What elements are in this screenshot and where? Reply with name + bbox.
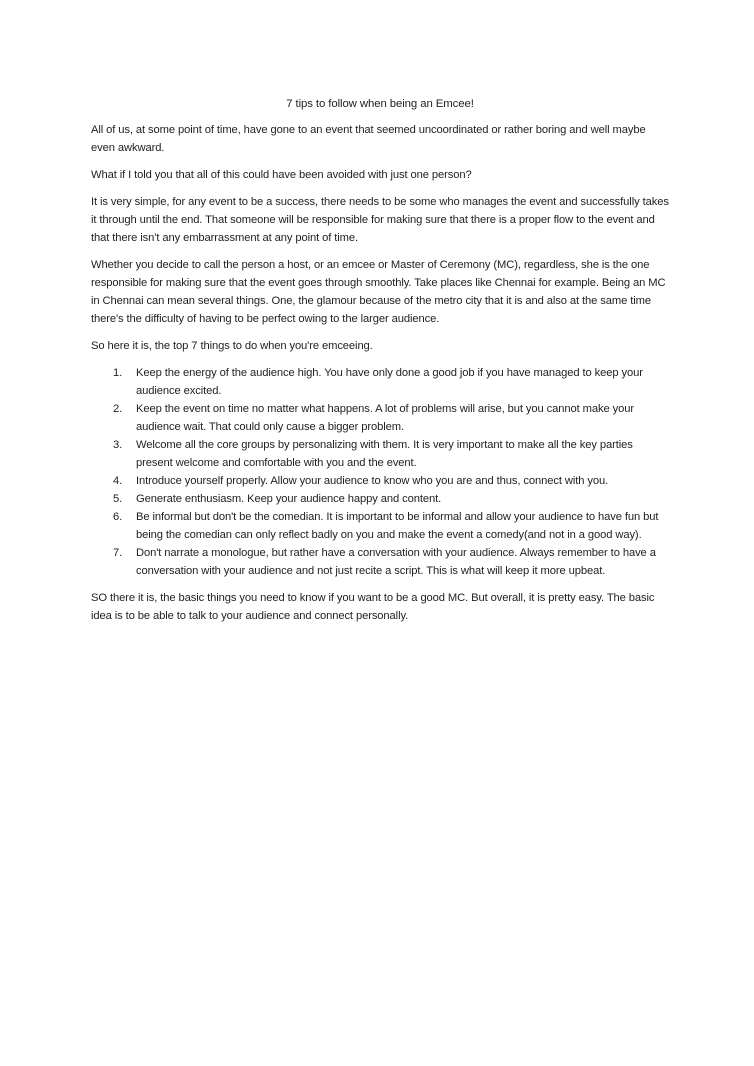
list-item — [91, 508, 669, 544]
list-item-text: Generate enthusiasm. Keep your audience happy and content. — [136, 493, 442, 505]
list-item — [91, 472, 669, 490]
list-item-text: Be informal but don't be the comedian. It is important to be informal and allow your audience to have fun but being the comedian can only reflect badly on you and make the event a comedy(and not in a good way). — [136, 511, 659, 541]
list-item-number: 2. — [113, 403, 123, 415]
list-item-text: Welcome all the core groups by personalizing with them. It is very important to make all the key parties present welcome and comfortable with you and the event. — [136, 439, 633, 469]
list-item — [91, 364, 669, 400]
list-item-number: 1. — [113, 367, 123, 379]
list-item-number: 5. — [113, 493, 123, 505]
list-item-text: Introduce yourself properly. Allow your audience to know who you are and thus, connect with you. — [136, 475, 609, 487]
document-body — [91, 95, 669, 634]
document-title: 7 tips to follow when being an Emcee! — [286, 98, 474, 110]
list-item-number: 3. — [113, 439, 123, 451]
paragraph-list-intro: So here it is, the top 7 things to do when you're emceeing. — [91, 340, 373, 352]
paragraph-success: It is very simple, for any event to be a success, there needs to be some who manages the event and successfully takes it through until the end. That someone will be responsible for making sure that there is a proper flow to the event and that there isn't any embarrassment at any point of time. — [91, 196, 669, 244]
list-item — [91, 490, 669, 508]
list-item-text: Don't narrate a monologue, but rather have a conversation with your audience. Always remember to have a conversation with your audience and not just recite a script. This is what will keep it more upbeat. — [136, 547, 656, 577]
list-item — [91, 436, 669, 472]
list-item-number: 7. — [113, 547, 123, 559]
list-item-number: 4. — [113, 475, 123, 487]
paragraph-conclusion: SO there it is, the basic things you need to know if you want to be a good MC. But overall, it is pretty easy. The basic idea is to be able to talk to your audience and connect personally. — [91, 592, 655, 622]
list-item — [91, 400, 669, 436]
tips-list — [91, 364, 669, 580]
paragraph-intro: All of us, at some point of time, have gone to an event that seemed uncoordinated or rather boring and well maybe even awkward. — [91, 124, 646, 154]
paragraph-host: Whether you decide to call the person a host, or an emcee or Master of Ceremony (MC), regardless, she is the one responsible for making sure that the event goes through smoothly. Take places like Chennai for example. Being an MC in Chennai can mean several things. One, the glamour because of the metro city that it is and also at the same time there's the difficulty of having to be perfect owing to the larger audience. — [91, 259, 666, 325]
list-item-number: 6. — [113, 511, 123, 523]
list-item-text: Keep the event on time no matter what happens. A lot of problems will arise, but you cannot make your audience wait. That could only cause a bigger problem. — [136, 403, 634, 433]
list-item-text: Keep the energy of the audience high. You have only done a good job if you have managed to keep your audience excited. — [136, 367, 643, 397]
paragraph-question: What if I told you that all of this could have been avoided with just one person? — [91, 169, 472, 181]
list-item — [91, 544, 669, 580]
